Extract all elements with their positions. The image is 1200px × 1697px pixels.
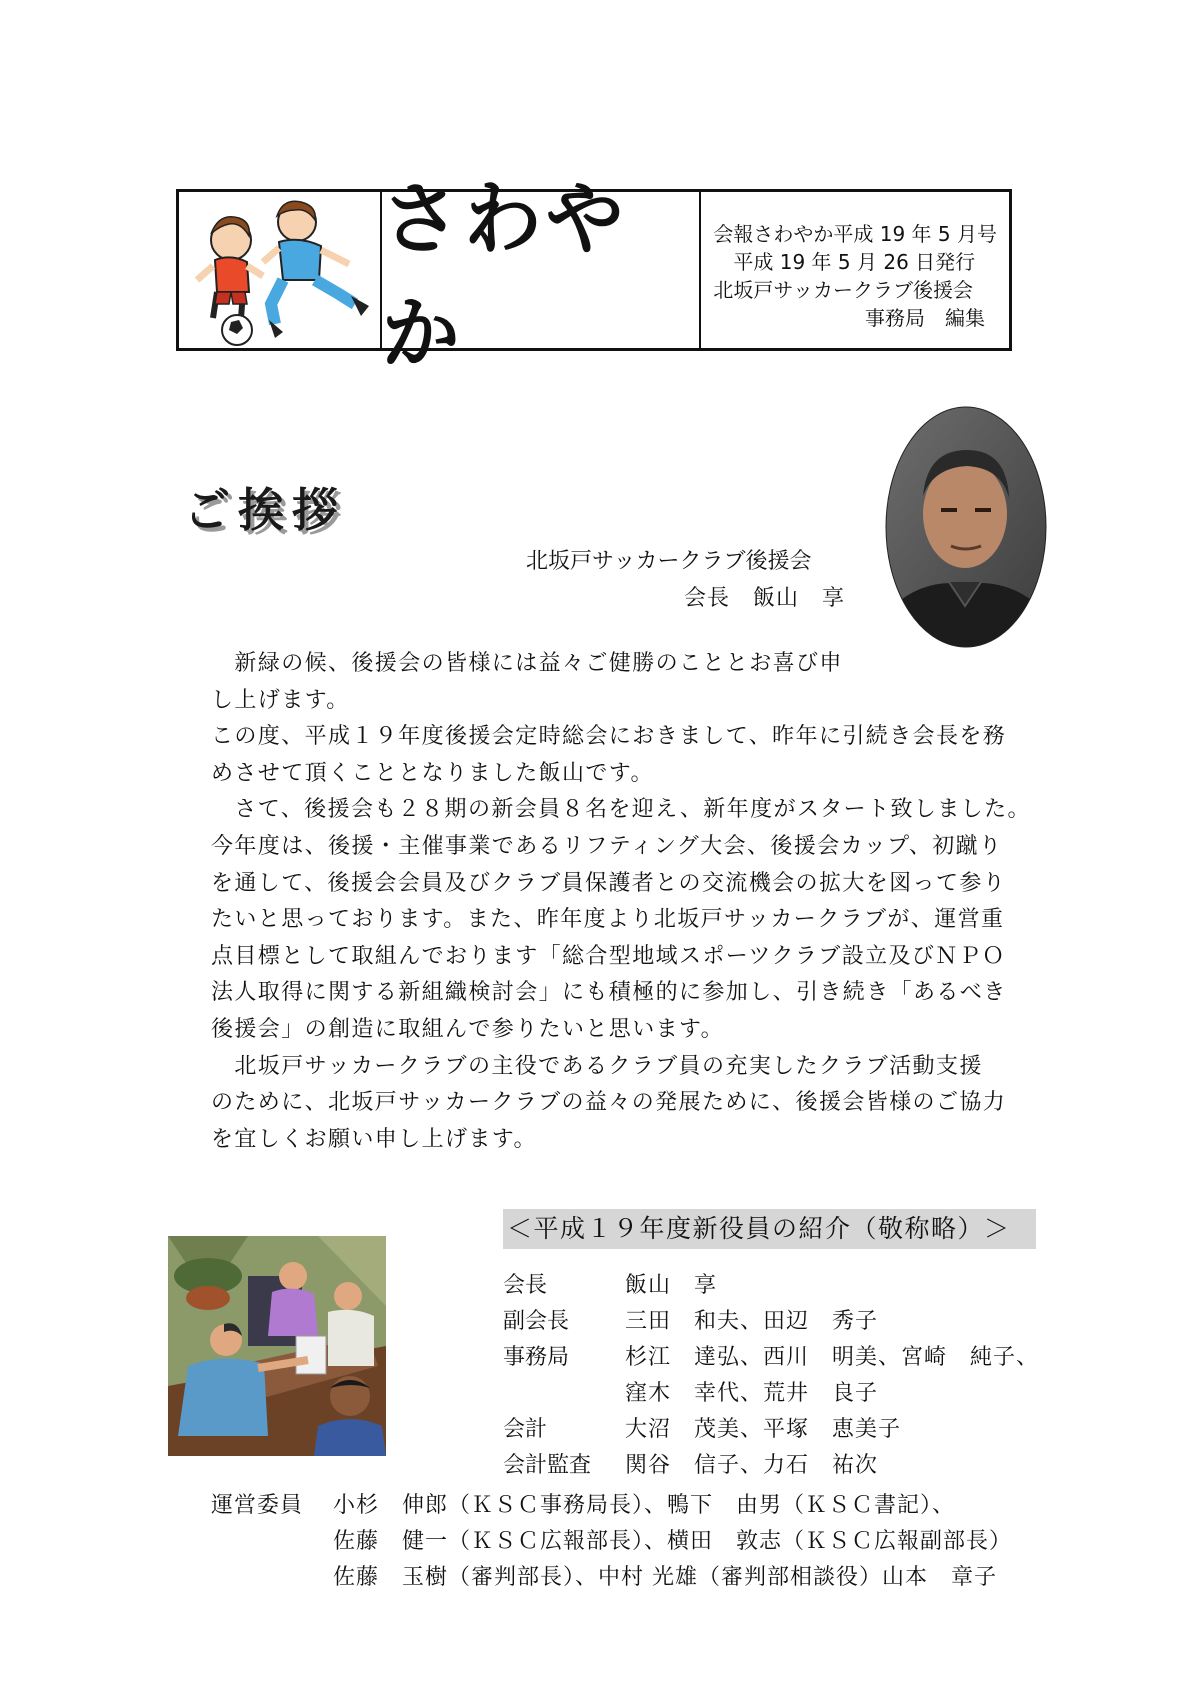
masthead (176, 174, 1012, 381)
publish-date: 平成 19 年 5 月 26 日発行 (733, 250, 976, 274)
body-line: さて、後援会も２８期の新会員８名を迎え、新年度がスタート致しました。 (211, 797, 1031, 823)
body-line: を宜しくお願い申し上げます。 (211, 1126, 537, 1152)
greeting-org: 北坂戸サッカークラブ後援会 (526, 549, 812, 574)
officers-heading: ＜平成１９年度新役員の紹介（敬称略）＞ (503, 1209, 1036, 1249)
body-line: し上げます。 (211, 687, 350, 713)
body-line: たいと思っております。また、昨年度より北坂戸サッカークラブが、運営重 (211, 907, 1005, 933)
committee-members: 小杉 伸郎（ＫＳＣ事務局長）、鴨下 由男（ＫＳＣ書記）、 (333, 1493, 956, 1518)
editor: 事務局 編集 (865, 306, 985, 330)
body-line: のために、北坂戸サッカークラブの益々の発展ために、後援会皆様のご協力 (211, 1090, 1007, 1116)
greeting-heading: ご挨拶 (184, 483, 346, 537)
committee-role: 運営委員 (211, 1493, 304, 1518)
publisher: 北坂戸サッカークラブ後援会 (713, 278, 973, 302)
meeting-clipart (168, 1236, 386, 1456)
body-line: めさせて頂くこととなりました飯山です。 (211, 760, 654, 786)
soccer-players-icon (179, 192, 379, 348)
officer-role: 事務局 (503, 1345, 570, 1370)
meeting-people-icon (168, 1236, 386, 1456)
soccer-kids-illustration (179, 192, 382, 348)
officer-names: 窪木 幸代、荒井 良子 (625, 1381, 879, 1406)
officer-names: 杉江 達弘、西川 明美、宮崎 純子、 (625, 1345, 1040, 1370)
officer-role: 副会長 (503, 1309, 570, 1334)
issue-line: 会報さわやか平成 19 年 5 月号 (713, 222, 997, 246)
body-line: この度、平成１９年度後援会定時総会におきまして、昨年に引続き会長を務 (211, 724, 1007, 750)
body-line: 新緑の候、後援会の皆様には益々ご健勝のこととお喜び申 (211, 651, 843, 676)
newsletter-title: さわやか (381, 174, 628, 381)
body-line: 点目標として取組んでおります「総合型地域スポーツクラブ設立及びＮＰＯ (211, 943, 1006, 969)
body-line: 北坂戸サッカークラブの主役であるクラブ員の充実したクラブ活動支援 (211, 1053, 983, 1079)
issue-info (701, 192, 1009, 348)
body-line: 今年度は、後援・主催事業であるリフティング大会、後援会カップ、初蹴り (211, 833, 1003, 859)
officer-role: 会計監査 (503, 1453, 592, 1478)
committee-members: 佐藤 健一（ＫＳＣ広報部長）、横田 敦志（ＫＳＣ広報副部長） (333, 1529, 1013, 1554)
officer-names: 飯山 享 (625, 1273, 718, 1298)
officer-names: 大沼 茂美、平塚 恵美子 (625, 1417, 902, 1442)
body-line: を通して、後援会会員及びクラブ員保護者との交流機会の拡大を図って参り (211, 870, 1007, 896)
officer-role: 会長 (503, 1273, 548, 1298)
committee-members: 佐藤 玉樹（審判部長）、中村 光雄（審判部相談役）山本 章子 (333, 1565, 997, 1590)
officer-role: 会計 (503, 1417, 548, 1442)
body-line: 後援会」の創造に取組んで参りたいと思います。 (211, 1016, 725, 1042)
portrait-photo-icon (885, 406, 1047, 648)
greeting-body (211, 646, 1041, 1158)
greeting-president: 会長 飯山 享 (684, 586, 846, 611)
president-portrait (885, 406, 1047, 648)
officer-names: 関谷 信子、力石 祐次 (625, 1453, 879, 1478)
body-line: 法人取得に関する新組織検討会」にも積極的に参加し、引き続き「あるべき (211, 980, 1007, 1006)
officer-names: 三田 和夫、田辺 秀子 (625, 1309, 879, 1334)
masthead-title-cell (381, 174, 702, 381)
